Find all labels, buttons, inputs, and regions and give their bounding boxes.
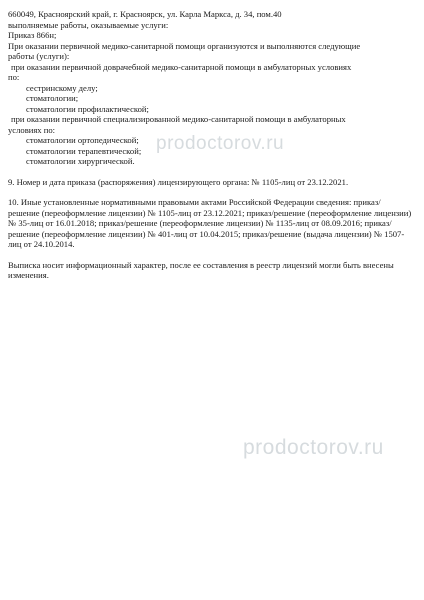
services-intro-line: При оказании первичной медико-санитарной помощи организуются и выполняются следующие [8,40,361,51]
services-block [8,9,412,167]
specialized-care-heading: при оказании первичной специализированной медико-санитарной помощи в амбулаторных [11,114,346,124]
section-9: 9. Номер и дата приказа (распоряжения) лицензирующего органа: № 1105-лиц от 23.12.2021. [8,176,349,187]
services-intro-line: работы (услуги): [8,51,70,61]
watermark-top: prodoctorov.ru [156,133,285,154]
service-item: стоматологии профилактической; [26,103,149,114]
watermark-bottom: prodoctorov.ru [243,436,384,459]
service-item: сестринскому делу; [26,82,98,93]
address-line: 660049, Красноярский край, г. Красноярск, ул. Карла Маркса, д. 34, пом.40 [8,9,282,19]
service-item: стоматологии хирургической. [26,156,135,166]
primary-care-heading: при оказании первичной доврачебной медико-санитарной помощи в амбулаторных условиях [11,61,352,72]
service-item: стоматологии; [26,93,79,103]
license-extract [8,9,412,281]
primary-care-heading-cont: по: [8,72,20,82]
service-item: стоматологии ортопедической; [26,135,139,145]
footer-note: Выписка носит информационный характер, после ее составления в реестр лицензий могли быть внесены изменения. [8,259,394,280]
services-heading: выполняемые работы, оказываемые услуги: [8,19,169,30]
order-line: Приказ 866н; [8,30,57,40]
section-10: 10. Иные установленные нормативными правовыми актами Российской Федерации сведения: приказ/решение (переоформление лицензии) № 1105-лиц от 23.12.2021; приказ/решение (переоформление лицензии) № 35-лиц от 16.01.2018; приказ/решение (переоформление лицензии) № 1135-лиц от 08.09.2016; приказ/решение (переоформление лицензии) № 401-лиц от 10.04.2015; приказ/решение (выдача лицензии) № 1507-лиц от 24.10.2014. [8,197,412,249]
specialized-care-heading-cont: условиях по: [8,124,56,135]
service-item: стоматологии терапевтической; [26,145,142,156]
